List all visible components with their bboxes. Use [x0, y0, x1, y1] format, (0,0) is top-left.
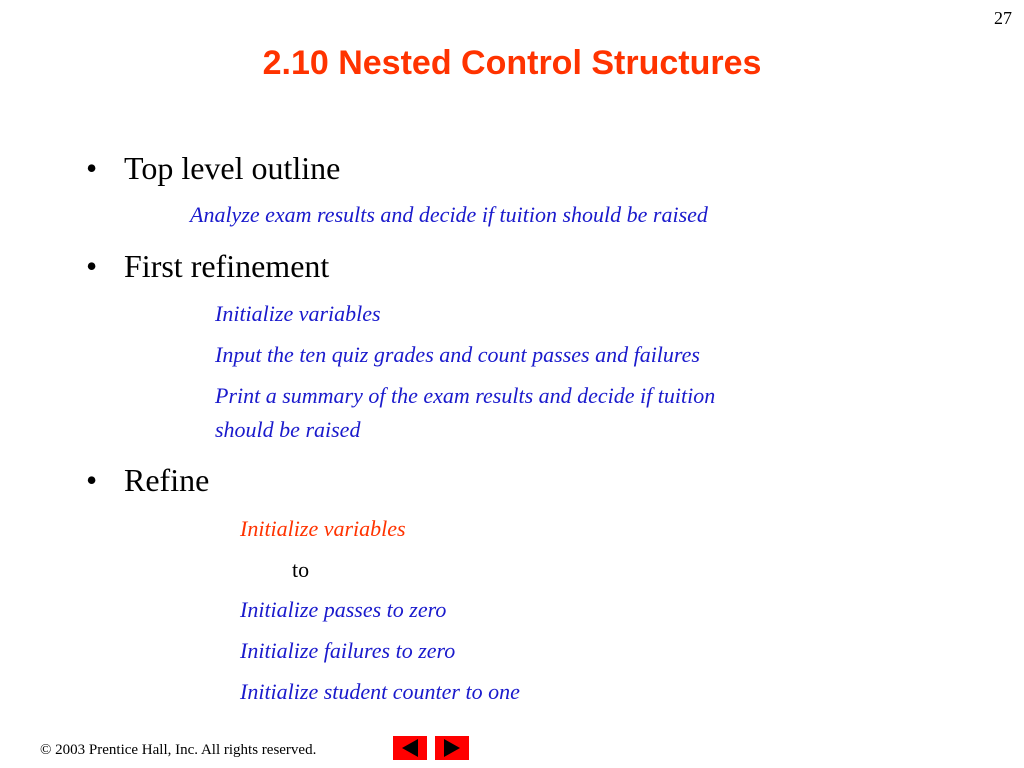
bullet-label: First refinement: [124, 248, 330, 284]
bullet-dot-icon: •: [86, 462, 98, 498]
footer-copyright: [40, 742, 316, 759]
bullet-label: Refine: [124, 462, 210, 498]
bullet-dot-icon: •: [86, 150, 98, 186]
next-slide-button[interactable]: [435, 736, 469, 760]
refine-target-line: Initialize passes to zero: [240, 597, 447, 622]
refinement-line-continued: should be raised: [215, 417, 361, 442]
refine-source-line: Initialize variables: [240, 516, 406, 541]
outline-line: Analyze exam results and decide if tuition should be raised: [190, 202, 708, 227]
page-number: 27: [994, 8, 1012, 28]
slide-title: 2.10 Nested Control Structures: [262, 44, 762, 82]
left-triangle-icon: [402, 739, 418, 757]
bullet-refine: [86, 462, 209, 499]
right-triangle-icon: [444, 739, 460, 757]
bullet-first-refinement: [86, 248, 329, 285]
bullet-label: Top level outline: [124, 150, 341, 186]
copyright-icon: ©: [40, 742, 52, 758]
refine-target-line: Initialize student counter to one: [240, 679, 520, 704]
refinement-line: Input the ten quiz grades and count passes and failures: [215, 342, 700, 367]
refine-target-line: Initialize failures to zero: [240, 638, 456, 663]
refinement-line: Initialize variables: [215, 301, 381, 326]
refine-to-word: to: [292, 557, 310, 582]
bullet-top-level-outline: [86, 150, 340, 187]
refinement-line: Print a summary of the exam results and decide if tuition: [215, 383, 716, 408]
previous-slide-button[interactable]: [393, 736, 427, 760]
copyright-text: 2003 Prentice Hall, Inc. All rights reserved.: [55, 742, 317, 758]
bullet-dot-icon: •: [86, 248, 98, 284]
